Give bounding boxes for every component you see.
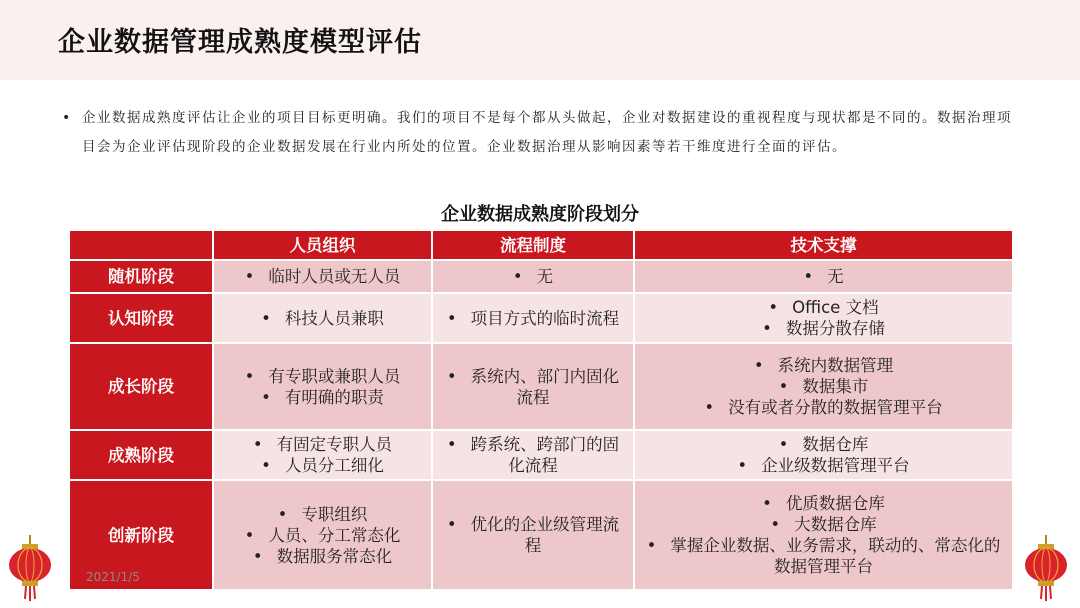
table-header-row [69,230,1013,260]
stage-label: 成长阶段 [69,343,213,430]
stage-label: 创新阶段 [69,480,213,590]
date-label: 2021/1/5 [86,570,140,584]
list-item: • 企业级数据管理平台 [641,455,1006,476]
page-title: 企业数据管理成熟度模型评估 [58,27,422,58]
lantern-icon [6,535,54,601]
lantern-icon [1022,535,1070,601]
list-item: • 优化的企业级管理流程 [439,514,627,556]
intro-paragraph [62,104,1012,162]
list-item: • 数据集市 [641,376,1006,397]
table-row [69,430,1013,480]
tech-cell [634,260,1013,293]
list-item: • 有固定专职人员 [220,434,425,455]
table-title: 企业数据成熟度阶段划分 [441,204,639,225]
list-item: • 人员分工细化 [220,455,425,476]
list-item: • Office 文档 [641,297,1006,318]
table-row [69,260,1013,293]
bullet-icon: • [62,110,72,126]
list-item: • 系统内、部门内固化流程 [439,366,627,408]
stage-label: 认知阶段 [69,293,213,343]
maturity-table [68,229,1014,591]
list-item: • 系统内数据管理 [641,355,1006,376]
list-item: • 人员、分工常态化 [220,525,425,546]
list-item: • 没有或者分散的数据管理平台 [641,397,1006,418]
process-cell [432,293,634,343]
stage-label: 随机阶段 [69,260,213,293]
intro-text: 企业数据成熟度评估让企业的项目目标更明确。我们的项目不是每个都从头做起，企业对数据建设的重视程度与现状都是不同的。数据治理项目会为企业评估现阶段的企业数据发展在行业内所处的位置。企业数据治理从影响因素等若干维度进行全面的评估。 [82,110,1012,155]
header-cell: 技术支撑 [634,230,1013,260]
list-item: • 数据服务常态化 [220,546,425,567]
people-cell [213,293,432,343]
list-item: • 临时人员或无人员 [220,266,425,287]
list-item: • 科技人员兼职 [220,308,425,329]
stage-label: 成熟阶段 [69,430,213,480]
process-cell [432,343,634,430]
list-item: • 无 [439,266,627,287]
tech-cell [634,293,1013,343]
list-item: • 优质数据仓库 [641,493,1006,514]
header-cell: 流程制度 [432,230,634,260]
table-row [69,293,1013,343]
people-cell [213,260,432,293]
tech-cell [634,480,1013,590]
list-item: • 专职组织 [220,504,425,525]
list-item: • 数据分散存储 [641,318,1006,339]
process-cell [432,480,634,590]
people-cell [213,343,432,430]
process-cell [432,260,634,293]
list-item: • 跨系统、跨部门的固化流程 [439,434,627,476]
list-item: • 有专职或兼职人员 [220,366,425,387]
header-cell [69,230,213,260]
process-cell [432,430,634,480]
list-item: • 有明确的职责 [220,387,425,408]
table-row [69,480,1013,590]
list-item: • 掌握企业数据、业务需求，联动的、常态化的数据管理平台 [641,535,1006,577]
list-item: • 无 [641,266,1006,287]
people-cell [213,480,432,590]
people-cell [213,430,432,480]
table-row [69,343,1013,430]
list-item: • 大数据仓库 [641,514,1006,535]
list-item: • 数据仓库 [641,434,1006,455]
tech-cell [634,430,1013,480]
list-item: • 项目方式的临时流程 [439,308,627,329]
header-cell: 人员组织 [213,230,432,260]
tech-cell [634,343,1013,430]
